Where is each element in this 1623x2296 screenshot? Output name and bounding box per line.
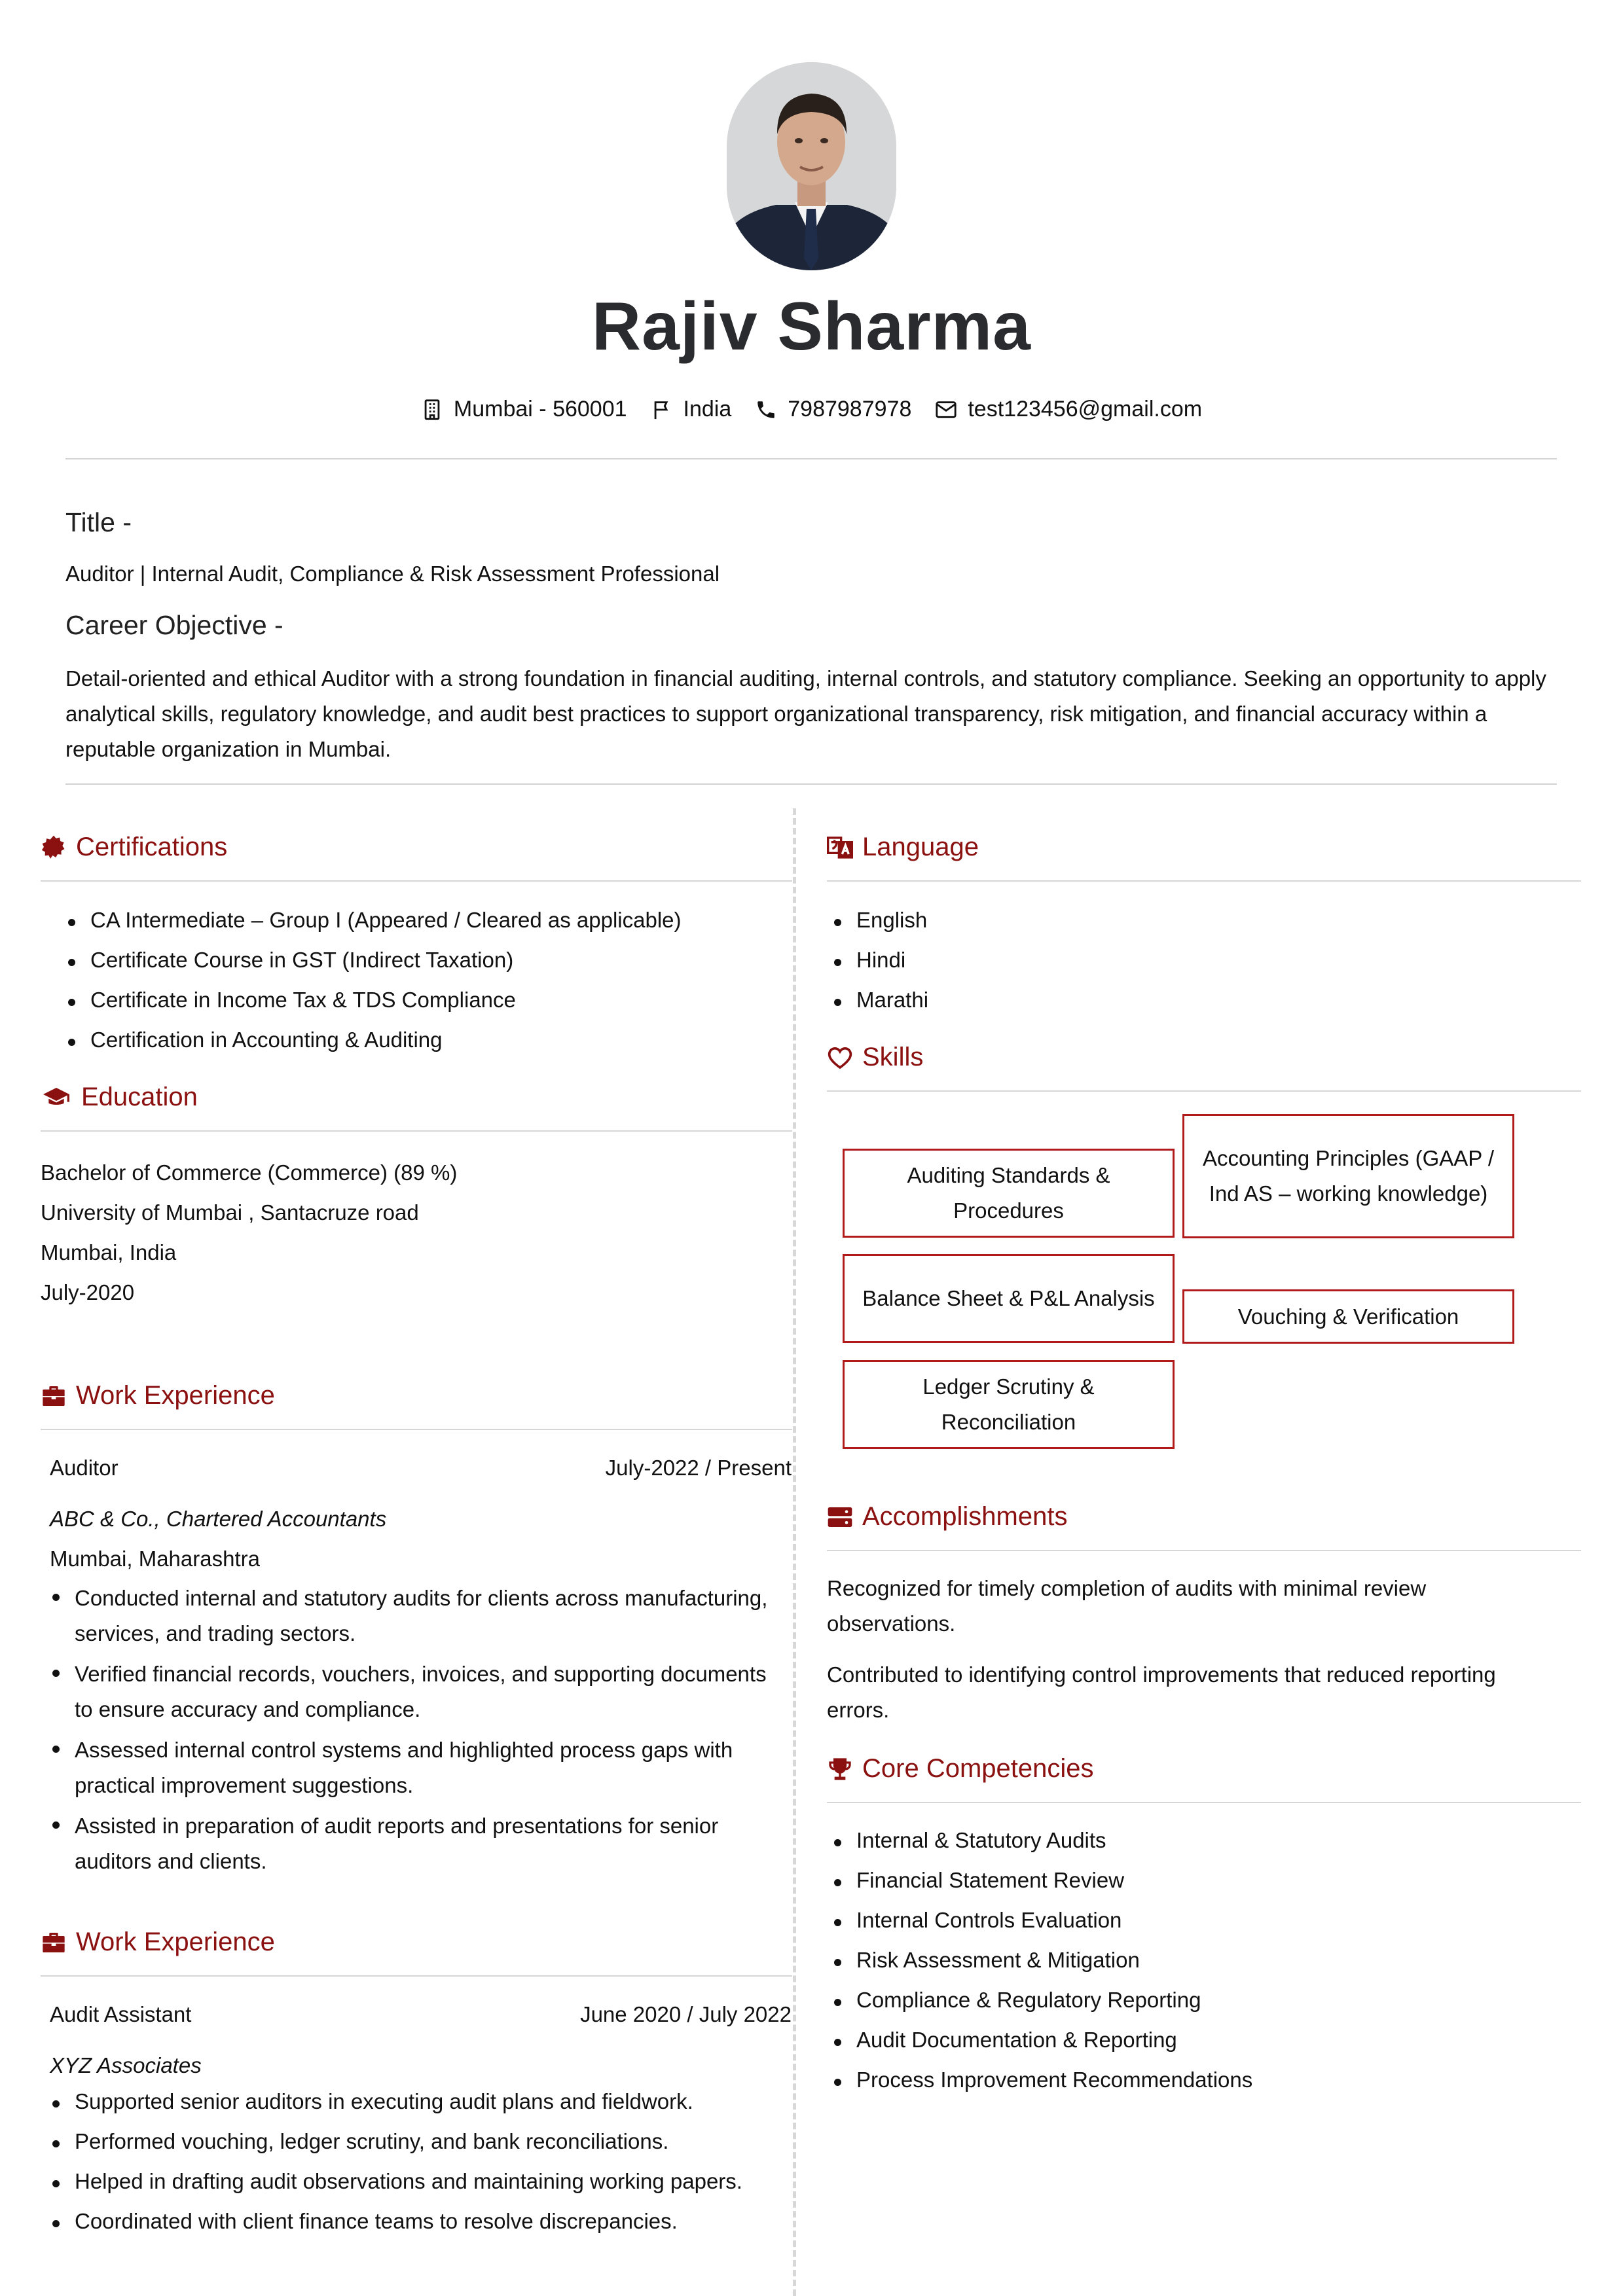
list-item: Assessed internal control systems and highlighted process gaps with practical improvement suggestions. <box>50 1732 783 1803</box>
accomplishments-rule <box>827 1550 1581 1551</box>
accomplishments-heading <box>827 1502 1067 1532</box>
language-heading <box>827 833 979 862</box>
server-icon <box>827 1504 853 1530</box>
work-heading-text: Work Experience <box>76 1381 275 1410</box>
work-experience-heading <box>41 1928 275 1957</box>
work-heading-text: Work Experience <box>76 1928 275 1956</box>
education-date: July-2020 <box>41 1280 135 1304</box>
education-location: Mumbai, India <box>41 1240 177 1265</box>
address-text: Mumbai - 560001 <box>453 397 627 422</box>
phone-icon <box>755 399 777 421</box>
skill-tag: Accounting Principles (GAAP / Ind AS – working knowledge) <box>1182 1114 1514 1238</box>
profile-photo <box>727 62 896 270</box>
list-item: Assisted in preparation of audit reports and presentations for senior auditors and clients. <box>50 1808 783 1879</box>
certifications-heading <box>41 833 227 862</box>
certificate-seal-icon <box>41 834 67 861</box>
list-item: Coordinated with client finance teams to resolve discrepancies. <box>50 2207 783 2247</box>
job-bullets <box>50 2087 783 2247</box>
skill-tag: Auditing Standards & Procedures <box>843 1149 1175 1238</box>
country-text: India <box>683 397 732 422</box>
skills-heading-text: Skills <box>862 1043 924 1071</box>
graduation-cap-icon <box>41 1085 72 1111</box>
contact-address <box>421 397 627 422</box>
phone-text: 7987987978 <box>788 397 912 422</box>
competencies-list <box>831 1826 1552 2106</box>
contact-country <box>651 397 732 422</box>
list-item: Hindi <box>831 946 1552 986</box>
briefcase-icon <box>41 1383 67 1409</box>
list-item: CA Intermediate – Group I (Appeared / Cleared as applicable) <box>65 906 786 946</box>
list-item: Process Improvement Recommendations <box>831 2066 1552 2106</box>
contact-phone[interactable] <box>755 397 911 422</box>
competencies-heading <box>827 1754 1094 1784</box>
list-item: Financial Statement Review <box>831 1866 1552 1906</box>
job-dates: July-2022 / Present <box>605 1456 792 1480</box>
skills-rule <box>827 1090 1581 1092</box>
competencies-rule <box>827 1802 1581 1803</box>
work-experience-heading <box>41 1381 275 1410</box>
job-company: ABC & Co., Chartered Accountants <box>50 1507 387 1531</box>
summary-divider <box>65 783 1557 785</box>
title-label: Title - <box>65 507 132 537</box>
job-dates: June 2020 / July 2022 <box>580 2002 792 2026</box>
education-university: University of Mumbai , Santacruze road <box>41 1200 419 1225</box>
contact-email[interactable] <box>935 397 1202 422</box>
briefcase-icon <box>41 1929 67 1956</box>
title-value: Auditor | Internal Audit, Compliance & Risk Assessment Professional <box>65 562 720 586</box>
list-item: Marathi <box>831 986 1552 1026</box>
certifications-rule <box>41 880 792 882</box>
accomplishments-heading-text: Accomplishments <box>862 1502 1068 1531</box>
education-heading <box>41 1083 198 1112</box>
accomplishment-item: Contributed to identifying control improvements that reduced reporting errors. <box>827 1662 1496 1722</box>
language-list <box>831 906 1552 1026</box>
list-item: Supported senior auditors in executing audit plans and fieldwork. <box>50 2087 783 2127</box>
competencies-heading-text: Core Competencies <box>862 1754 1094 1783</box>
certifications-list <box>65 906 786 1066</box>
list-item: Verified financial records, vouchers, invoices, and supporting documents to ensure accuracy and compliance. <box>50 1657 783 1727</box>
language-heading-text: Language <box>862 833 979 861</box>
language-rule <box>827 880 1581 882</box>
candidate-name: Rajiv Sharma <box>592 289 1031 365</box>
objective-text: Detail-oriented and ethical Auditor with a strong foundation in financial auditing, internal controls, and statutory compliance. Seeking an opportunity to apply analytical skills, regulatory knowledge, and audit best practices to support organizational transparency, risk mitigation, and financial accuracy within a reputable organization in Mumbai. <box>65 666 1546 761</box>
work-rule <box>41 1429 792 1430</box>
flag-icon <box>651 399 673 421</box>
job-company: XYZ Associates <box>50 2053 202 2077</box>
skill-tag: Ledger Scrutiny & Reconciliation <box>843 1360 1175 1449</box>
translate-icon <box>827 834 853 861</box>
job-location: Mumbai, Maharashtra <box>50 1547 260 1571</box>
contact-row <box>0 397 1623 422</box>
education-rule <box>41 1130 792 1132</box>
list-item: Certificate in Income Tax & TDS Compliance <box>65 986 786 1026</box>
accomplishment-item: Recognized for timely completion of audits with minimal review observations. <box>827 1576 1427 1636</box>
header-divider <box>65 458 1557 459</box>
envelope-icon <box>935 399 957 421</box>
list-item: Audit Documentation & Reporting <box>831 2026 1552 2066</box>
trophy-icon <box>827 1756 853 1782</box>
column-divider <box>793 808 796 2296</box>
list-item: Compliance & Regulatory Reporting <box>831 1986 1552 2026</box>
heart-icon <box>827 1045 853 1071</box>
job-role: Audit Assistant <box>50 2002 192 2026</box>
education-heading-text: Education <box>81 1083 198 1111</box>
list-item: Certification in Accounting & Auditing <box>65 1026 786 1066</box>
email-text: test123456@gmail.com <box>968 397 1203 422</box>
building-icon <box>421 399 443 421</box>
list-item: Certificate Course in GST (Indirect Taxation) <box>65 946 786 986</box>
education-degree: Bachelor of Commerce (Commerce) (89 %) <box>41 1160 458 1185</box>
list-item: Performed vouching, ledger scrutiny, and bank reconciliations. <box>50 2127 783 2167</box>
work-rule <box>41 1975 792 1977</box>
job-bullets <box>50 1581 783 1884</box>
objective-label: Career Objective - <box>65 610 283 640</box>
list-item: Risk Assessment & Mitigation <box>831 1946 1552 1986</box>
list-item: Internal Controls Evaluation <box>831 1906 1552 1946</box>
skills-heading <box>827 1043 923 1072</box>
certifications-heading-text: Certifications <box>76 833 228 861</box>
list-item: Helped in drafting audit observations and maintaining working papers. <box>50 2167 783 2207</box>
list-item: English <box>831 906 1552 946</box>
list-item: Internal & Statutory Audits <box>831 1826 1552 1866</box>
skill-tag: Balance Sheet & P&L Analysis <box>843 1254 1175 1343</box>
job-role: Auditor <box>50 1456 119 1480</box>
skill-tag: Vouching & Verification <box>1182 1289 1514 1344</box>
list-item: Conducted internal and statutory audits for clients across manufacturing, services, and trading sectors. <box>50 1581 783 1651</box>
